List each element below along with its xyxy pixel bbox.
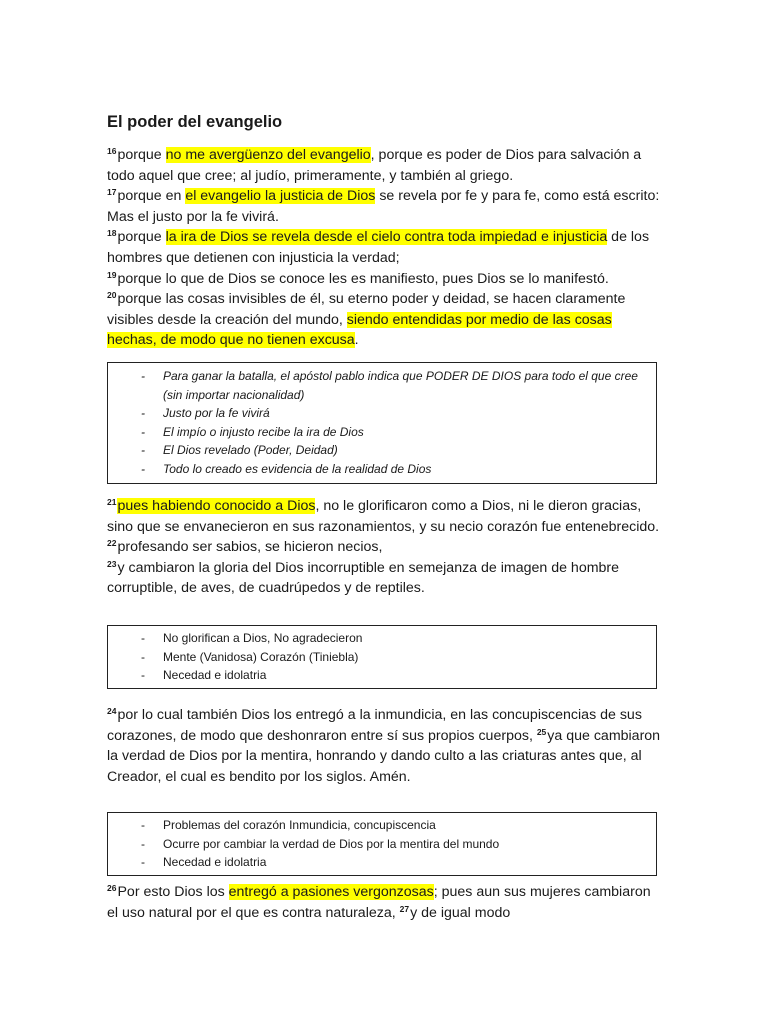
notes-box-3 bbox=[107, 812, 657, 876]
verses-26-27 bbox=[107, 882, 663, 923]
list-item: - Ocurre por cambiar la verdad de Dios por la mentira del mundo bbox=[141, 836, 500, 851]
highlight: pues habiendo conocido a Dios bbox=[117, 498, 316, 514]
notes-box-2 bbox=[107, 625, 657, 689]
verses-16-20 bbox=[107, 145, 663, 351]
verse-16: $^{16}$porque no me avergüenzo del evangelio, porque es poder de Dios para salvación a todo aquel que cree; al judío, primeramente, y también al griego. bbox=[107, 146, 642, 184]
highlight: siendo entendidas por medio de las cosas hechas, de modo que no tienen excusa bbox=[107, 311, 612, 349]
list-item: - Mente (Vanidosa) Corazón (Tiniebla) bbox=[141, 649, 359, 664]
highlight: el evangelio la justicia de Dios bbox=[185, 188, 376, 205]
list-item: - Todo lo creado es evidencia de la realidad de Dios bbox=[141, 461, 432, 476]
verse-number: 16 bbox=[107, 146, 117, 156]
list-item: - Necedad e idolatria bbox=[141, 668, 267, 683]
verse-number: 17 bbox=[107, 187, 117, 198]
verse-21: $^{21}$pues habiendo conocido a Dios, no le glorificaron como a Dios, ni le dieron gracias, sino que se envanecieron en sus razonamientos, y su necio corazón fue entenebrecido. bbox=[107, 497, 660, 535]
verse-number: 22 bbox=[107, 538, 117, 549]
verse-23: $^{23}$y cambiaron la gloria del Dios incorruptible en semejanza de imagen de hombre corruptible, de aves, de cuadrúpedos y de reptiles. bbox=[107, 558, 620, 597]
list-item: - El impío o injusto recibe la ira de Dios bbox=[141, 424, 364, 439]
list-item: - Necedad e idolatria bbox=[141, 855, 267, 870]
verse-number: 20 bbox=[107, 290, 117, 301]
verse-24-25: $^{24}$por lo cual también Dios los entregó a la inmundicia, en las concupiscencias de sus corazones, de modo que deshonraron entre sí sus propios cuerpos, $^{25}$ya que cambiaron la verdad de Dios por la mentira, honrando y dando culto a las criaturas antes que, al Creador, el cual es bendito por los siglos. Amén. bbox=[107, 706, 661, 785]
verse-number: 19 bbox=[107, 269, 117, 280]
list-item: - No glorifican a Dios, No agradecieron bbox=[141, 631, 363, 645]
highlight: entregó a pasiones vergonzosas bbox=[228, 884, 434, 900]
list-item: - Problemas del corazón Inmundicia, concupiscencia bbox=[141, 818, 436, 832]
verse-number: 23 bbox=[107, 558, 117, 569]
verse-22: $^{22}$profesando ser sabios, se hicieron necios, bbox=[107, 538, 383, 556]
verse-26-27: $^{26}$Por esto Dios los entregó a pasiones vergonzosas; pues aun sus mujeres cambiaron el uso natural por el que es contra naturaleza, $^{27}$y de igual modo bbox=[107, 883, 651, 921]
verse-17: $^{17}$porque en el evangelio la justicia de Dios se revela por fe y para fe, como está escrito: Mas el justo por la fe vivirá. bbox=[107, 187, 660, 225]
verse-19: $^{19}$porque lo que de Dios se conoce les es manifiesto, pues Dios se lo manifestó. bbox=[107, 269, 609, 287]
verse-20: $^{20}$porque las cosas invisibles de él, su eterno poder y deidad, se hacen claramente visibles desde la creación del mundo, siendo entendidas por medio de las cosas hechas, de modo que no tienen excusa. bbox=[107, 290, 626, 349]
verse-number: 26 bbox=[107, 883, 117, 893]
verse-number: 24 bbox=[107, 706, 117, 716]
list-item: - El Dios revelado (Poder, Deidad) bbox=[141, 443, 338, 458]
list-item: - Para ganar la batalla, el apóstol pablo indica que PODER DE DIOS para todo el que cree (sin importar nacionalidad) bbox=[141, 369, 638, 402]
highlight: no me avergüenzo del evangelio bbox=[165, 147, 371, 163]
verse-18: $^{18}$porque la ira de Dios se revela desde el cielo contra toda impiedad e injusticia de los hombres que detienen con injusticia la verdad; bbox=[107, 228, 650, 266]
notes-box-1 bbox=[107, 362, 657, 484]
highlight: la ira de Dios se revela desde el cielo contra toda impiedad e injusticia bbox=[165, 229, 608, 246]
section-title: El poder del evangelio bbox=[107, 113, 283, 131]
verse-number: 27 bbox=[399, 903, 410, 914]
verses-24-25 bbox=[107, 705, 663, 787]
verse-number: 18 bbox=[107, 228, 117, 239]
verses-21-23 bbox=[107, 496, 663, 599]
list-item: - Justo por la fe vivirá bbox=[141, 406, 270, 421]
verse-number: 25 bbox=[536, 726, 547, 737]
verse-number: 21 bbox=[107, 497, 117, 507]
